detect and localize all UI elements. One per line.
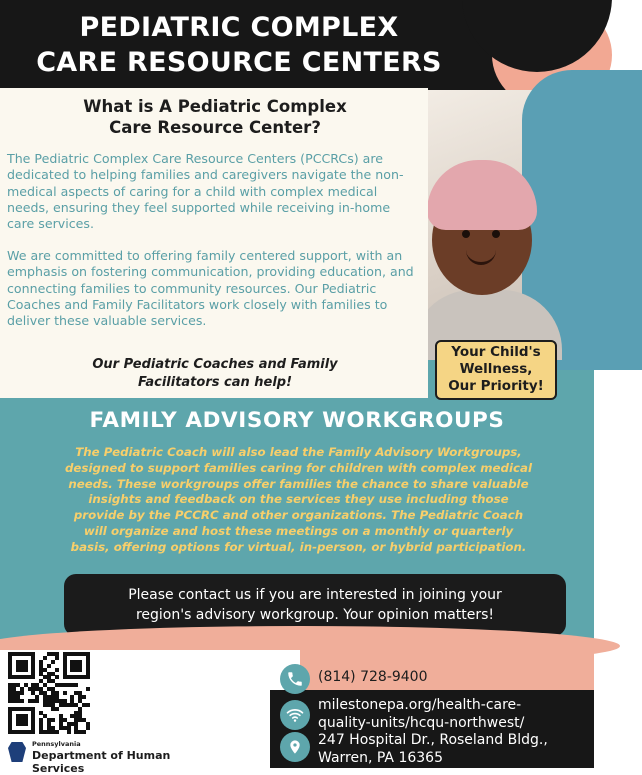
title-line-2: CARE RESOURCE CENTERS	[36, 47, 442, 78]
intro-paragraph-1: The Pediatric Complex Care Resource Centers (PCCRCs) are dedicated to helping families and caregivers navigate the non-medical aspects of caring for a child with complex medical needs, ensuring they feel supported while receiving in-home care services.	[7, 151, 404, 232]
priority-note: Your Child's Wellness, Our Priority!	[435, 340, 557, 400]
intro-heading: What is A Pediatric Complex Care Resource Center?	[83, 97, 347, 137]
location-pin-icon	[280, 732, 310, 762]
dhs-department: Department of Human Services	[32, 749, 171, 775]
contact-address: 247 Hospital Dr., Roseland Bldg., Warren, PA 16365	[318, 732, 548, 766]
intro-paragraph-2: We are committed to offering family centered support, with an emphasis on fostering communication, providing education, and connecting families to community resources. Our Pediatric Coaches and Family Facilitators work closely with families to deliver these valuable services.	[7, 248, 414, 329]
title-line-1: PEDIATRIC COMPLEX	[79, 12, 399, 43]
child-photo	[412, 90, 594, 350]
advisory-text: The Pediatric Coach will also lead the Family Advisory Workgroups, designed to support families caring for children with complex medical needs. These workgroups offer families the chance to share valuable insights and feedback on the services they use including those provide by the PCCRC and other organizations. The Pediatric Coach will organize and host these meetings on a monthly or quarterly basis, offering options for virtual, in-person, or hybrid participation.	[64, 445, 532, 554]
wifi-icon	[280, 700, 310, 730]
contact-phone[interactable]: (814) 728-9400	[318, 669, 428, 685]
contact-website[interactable]: milestonepa.org/health-care- quality-units/hcqu-northwest/	[318, 697, 525, 731]
intro-help-text: Our Pediatric Coaches and Family Facilitators can help!	[92, 357, 338, 390]
page-title	[4, 10, 474, 80]
keystone-icon	[8, 742, 26, 762]
dhs-state: Pennsylvania	[32, 740, 81, 748]
qr-code[interactable]	[8, 652, 90, 734]
dhs-logo	[4, 738, 214, 775]
phone-icon	[280, 664, 310, 694]
advisory-title: FAMILY ADVISORY WORKGROUPS	[89, 408, 505, 433]
intro-box	[0, 88, 428, 398]
contact-callout: Please contact us if you are interested in joining your region's advisory workgroup. Your opinion matters!	[64, 574, 566, 636]
